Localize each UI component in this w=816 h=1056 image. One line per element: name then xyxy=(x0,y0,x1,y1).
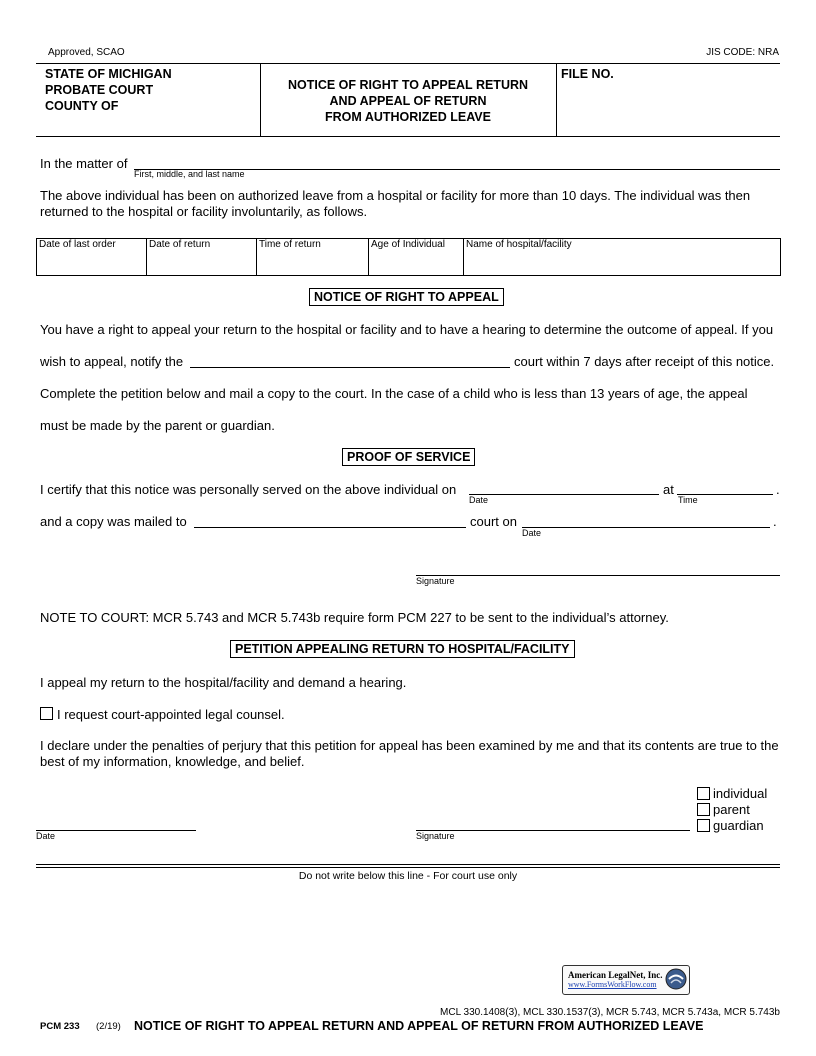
approved-label: Approved, SCAO xyxy=(48,47,125,58)
proof-signature-field[interactable] xyxy=(416,575,780,576)
proof-line-1: I certify that this notice was personally served on the above individual on xyxy=(40,482,457,497)
individual-checkbox[interactable] xyxy=(697,787,710,800)
parent-label: parent xyxy=(713,802,750,817)
proof-line-2a: and a copy was mailed to xyxy=(40,514,187,529)
proof-signature-label: Signature xyxy=(416,576,455,586)
notice-line-1: You have a right to appeal your return to the hospital or facility and to have a hearing to determine the outcome of appeal. If you xyxy=(40,322,774,337)
declaration-text: I declare under the penalties of perjury that this petition for appeal has been examined by me and that its contents are true to the best of my information, knowledge, and belief. xyxy=(40,738,779,769)
col-time-return: Time of return xyxy=(259,239,321,250)
petition-date-field[interactable] xyxy=(36,830,196,831)
court-label: PROBATE COURT xyxy=(45,83,154,97)
legalnet-logo[interactable] xyxy=(562,965,690,995)
notice-line-2b: court within 7 days after receipt of this notice. xyxy=(514,354,775,369)
logo-line-1: American LegalNet, Inc. xyxy=(568,970,663,980)
last-order-field[interactable] xyxy=(37,251,145,273)
citations: MCL 330.1408(3), MCL 330.1537(3), MCR 5.743, MCR 5.743a, MCR 5.743b xyxy=(440,1007,780,1018)
guardian-label: guardian xyxy=(713,818,764,833)
intro-text: The above individual has been on authorized leave from a hospital or facility for more than 10 days. The individual was then returned to the hospital or facility involuntarily, as follows. xyxy=(40,188,751,219)
petition-signature-label: Signature xyxy=(416,831,455,841)
form-code: PCM 233 xyxy=(40,1021,80,1032)
footer-title: NOTICE OF RIGHT TO APPEAL RETURN AND APPEAL OF RETURN FROM AUTHORIZED LEAVE xyxy=(134,1019,704,1033)
counsel-label: I request court-appointed legal counsel. xyxy=(57,707,285,722)
col-last-order: Date of last order xyxy=(39,239,116,250)
matter-sublabel: First, middle, and last name xyxy=(134,169,245,179)
time-return-field[interactable] xyxy=(257,251,367,273)
note-to-court: NOTE TO COURT: MCR 5.743 and MCR 5.743b require form PCM 227 to be sent to the individual’s attorney. xyxy=(40,610,669,625)
guardian-checkbox[interactable] xyxy=(697,819,710,832)
logo-link[interactable]: www.FormsWorkFlow.com xyxy=(568,980,657,989)
service-date-field[interactable] xyxy=(469,494,659,495)
parent-checkbox[interactable] xyxy=(697,803,710,816)
col-age: Age of Individual xyxy=(371,239,445,250)
individual-label: individual xyxy=(713,786,768,801)
proof-line-2b: court on xyxy=(470,514,517,529)
court-use-rule-1 xyxy=(36,864,780,865)
notice-line-2a: wish to appeal, notify the xyxy=(40,354,184,369)
form-title: NOTICE OF RIGHT TO APPEAL RETURN AND APPEAL OF RETURN FROM AUTHORIZED LEAVE xyxy=(287,78,529,124)
counsel-checkbox[interactable] xyxy=(40,707,53,720)
state-label: STATE OF MICHIGAN xyxy=(45,67,172,81)
form-revision: (2/19) xyxy=(96,1021,121,1032)
facility-field[interactable] xyxy=(464,251,778,273)
notice-line-3: Complete the petition below and mail a copy to the court. In the case of a child who is less than 13 years of age, the appeal xyxy=(40,386,748,401)
service-date-label: Date xyxy=(469,495,489,505)
court-use-rule-2 xyxy=(36,867,780,868)
notify-court-field[interactable] xyxy=(190,367,510,368)
petition-line-1: I appeal my return to the hospital/facility and demand a hearing. xyxy=(40,675,407,690)
proof-heading: PROOF OF SERVICE xyxy=(342,448,475,466)
header-top-rule xyxy=(36,63,780,64)
notice-heading: NOTICE OF RIGHT TO APPEAL xyxy=(309,288,504,306)
mailed-date-label: Date xyxy=(522,528,542,538)
date-return-field[interactable] xyxy=(147,251,255,273)
petition-signature-field[interactable] xyxy=(416,830,690,831)
county-label: COUNTY OF xyxy=(45,99,119,113)
jis-code: JIS CODE: NRA xyxy=(706,47,779,58)
col-date-return: Date of return xyxy=(149,239,211,250)
mailed-date-field[interactable] xyxy=(522,527,770,528)
court-use-label: Do not write below this line - For court use only xyxy=(298,870,518,882)
file-no-field[interactable] xyxy=(561,84,775,132)
age-field[interactable] xyxy=(369,251,462,273)
notice-line-4: must be made by the parent or guardian. xyxy=(40,418,275,433)
petition-date-label: Date xyxy=(36,831,56,841)
file-no-label: FILE NO. xyxy=(561,67,614,81)
col-facility: Name of hospital/facility xyxy=(466,239,572,250)
court-block xyxy=(45,66,172,114)
globe-icon xyxy=(665,968,687,990)
matter-label: In the matter of xyxy=(40,156,128,171)
service-time-label: Time xyxy=(678,495,698,505)
header-bottom-rule xyxy=(36,136,780,137)
mailed-to-field[interactable] xyxy=(194,527,466,528)
at-label: at xyxy=(663,482,674,497)
petition-heading: PETITION APPEALING RETURN TO HOSPITAL/FACILITY xyxy=(230,640,575,658)
